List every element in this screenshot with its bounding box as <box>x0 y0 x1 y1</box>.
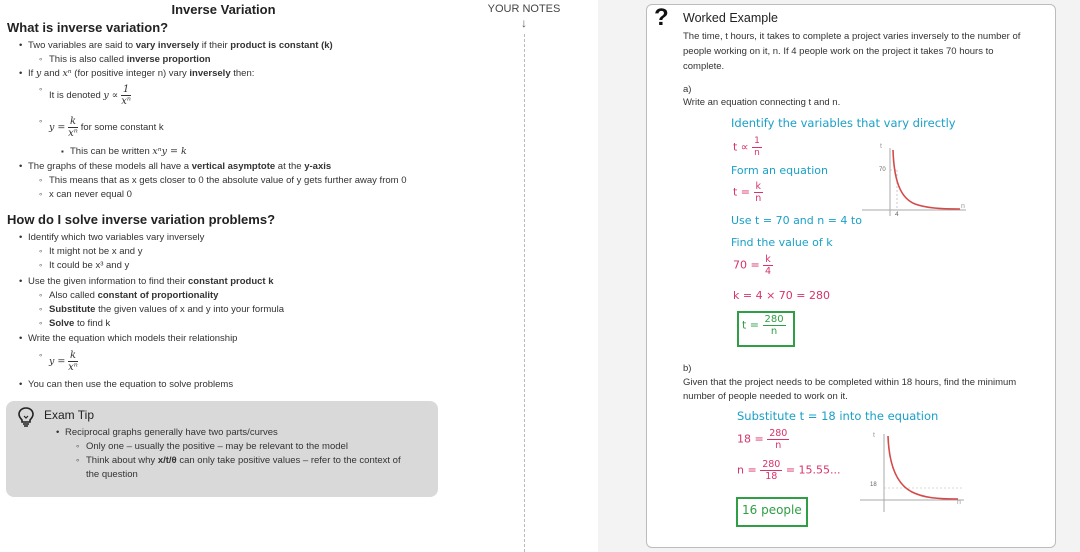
section-heading-what: What is inverse variation? <box>7 20 169 35</box>
sub-sub-bullet-written: ▪ This can be written xⁿy = k <box>70 146 187 158</box>
arrow-down-icon: ↓ <box>521 16 527 30</box>
a-working-k-value: k = 4 × 70 = 280 <box>733 289 830 302</box>
sub-bullet-substitute: ◦ Substitute the given values of x and y into your formula <box>49 304 284 316</box>
exam-tip-sub-positive: ◦ Only one – usually the positive – may be relevant to the model <box>86 441 348 453</box>
bullet-solve-problems: • You can then use the equation to solve problems <box>28 379 233 391</box>
graph-a-70-label: 70 <box>879 167 886 173</box>
sub-bullet-not-x-y: ◦ It might not be x and y <box>49 246 142 258</box>
exam-tip-box <box>6 401 438 497</box>
b-working-18-equals: 18 = $\frac{280}{n}$ <box>737 428 788 451</box>
worked-example-card <box>646 4 1056 548</box>
sub-bullet-closer-to-zero: ◦ This means that as x gets closer to 0 the absolute value of y gets further away from 0 <box>49 175 406 187</box>
question-mark-icon: ? <box>654 4 669 31</box>
intro-line-3: complete. <box>683 61 725 72</box>
bullet-vary-inversely: • Two variables are said to vary inversely if their product is constant (k) <box>28 40 333 52</box>
graph-a-4-label: 4 <box>895 211 899 218</box>
b-working-substitute: Substitute t = 18 into the equation <box>737 409 939 423</box>
a-working-form-equation: Form an equation <box>731 164 828 177</box>
graph-b-curve <box>888 436 958 499</box>
exam-tip-title: Exam Tip <box>44 408 95 422</box>
part-a-question: Write an equation connecting t and n. <box>683 97 841 108</box>
sub-bullet-equation: ◦ y = $\frac{k}{\text{xⁿ}}$ for some constant k <box>49 116 164 139</box>
sub-bullet-x-cubed: ◦ It could be x³ and y <box>49 260 129 272</box>
b-answer: 16 people <box>742 503 802 517</box>
section-heading-how: How do I solve inverse variation problems? <box>7 212 276 227</box>
exam-tip-sub-why-cont: the question <box>86 469 138 480</box>
graph-b-t-label: t <box>873 432 875 439</box>
graph-a-t-label: t <box>880 143 882 150</box>
graph-b <box>858 428 968 520</box>
sub-bullet-constant-of-proportionality: ◦ Also called constant of proportionality <box>49 290 218 302</box>
intro-line-1: The time, t hours, it takes to complete a project varies inversely to the number of <box>683 31 1021 42</box>
a-working-t-equals-k-over-n: t = $\frac{k}{n}$ <box>733 181 762 204</box>
a-working-find-k: Find the value of k <box>731 236 833 249</box>
a-working-70-equals: 70 = $\frac{k}{4}$ <box>733 254 771 277</box>
exam-tip-bullet: • Reciprocal graphs generally have two parts/curves <box>65 427 278 439</box>
sub-bullet-x-not-zero: ◦ x can never equal 0 <box>49 189 132 201</box>
part-a-label: a) <box>683 84 692 95</box>
graph-a <box>860 140 970 232</box>
bullet-use-info: • Use the given information to find their constant product k <box>28 276 274 288</box>
page-title: Inverse Variation <box>171 2 276 17</box>
your-notes-label: YOUR NOTES <box>487 3 561 15</box>
a-working-identify: Identify the variables that vary directly <box>731 116 956 130</box>
bullet-vertical-asymptote: • The graphs of these models all have a vertical asymptote at the y-axis <box>28 161 331 173</box>
worked-example-title: Worked Example <box>683 11 778 25</box>
graph-b-18-label: 18 <box>870 482 877 488</box>
graph-a-curve <box>893 150 960 209</box>
intro-line-2: people working on it, n. If 4 people work on the project it takes 70 hours to <box>683 46 994 57</box>
b-working-n-equals: n = $\frac{280}{18}$ = 15.55... <box>737 459 841 482</box>
notes-divider <box>524 34 525 552</box>
part-b-label: b) <box>683 363 692 374</box>
sub-bullet-model-equation: ◦ y = $\frac{k}{\text{xⁿ}}$ <box>49 350 78 373</box>
sub-bullet-denoted: ◦ It is denoted y ∝ $\frac{1}{\text{xⁿ}}$ <box>49 84 131 107</box>
graph-b-n-label: n <box>957 499 961 506</box>
part-b-question-1: Given that the project needs to be completed within 18 hours, find the minimum <box>683 377 1017 388</box>
graph-a-n-label: n <box>961 203 965 210</box>
part-b-question-2: number of people needed to work on it. <box>683 391 848 402</box>
exam-tip-sub-why: ◦ Think about why x/t/θ can only take positive values – refer to the context of <box>86 455 401 467</box>
lightbulb-icon <box>18 407 34 427</box>
bullet-if-y-and-x: • If y and xⁿ (for positive integer n) vary inversely then: <box>28 68 254 80</box>
sub-bullet-inverse-proportion: ◦ This is also called inverse proportion <box>49 54 211 66</box>
bullet-write-equation: • Write the equation which models their relationship <box>28 333 237 345</box>
a-answer: t = $\frac{280}{n}$ <box>742 314 784 337</box>
a-working-use-values: Use t = 70 and n = 4 to <box>731 214 862 227</box>
a-working-proportional: t ∝ $\frac{1}{n}$ <box>733 136 760 158</box>
sub-bullet-solve: ◦ Solve to find k <box>49 318 110 330</box>
bullet-identify: • Identify which two variables vary inversely <box>28 232 204 244</box>
